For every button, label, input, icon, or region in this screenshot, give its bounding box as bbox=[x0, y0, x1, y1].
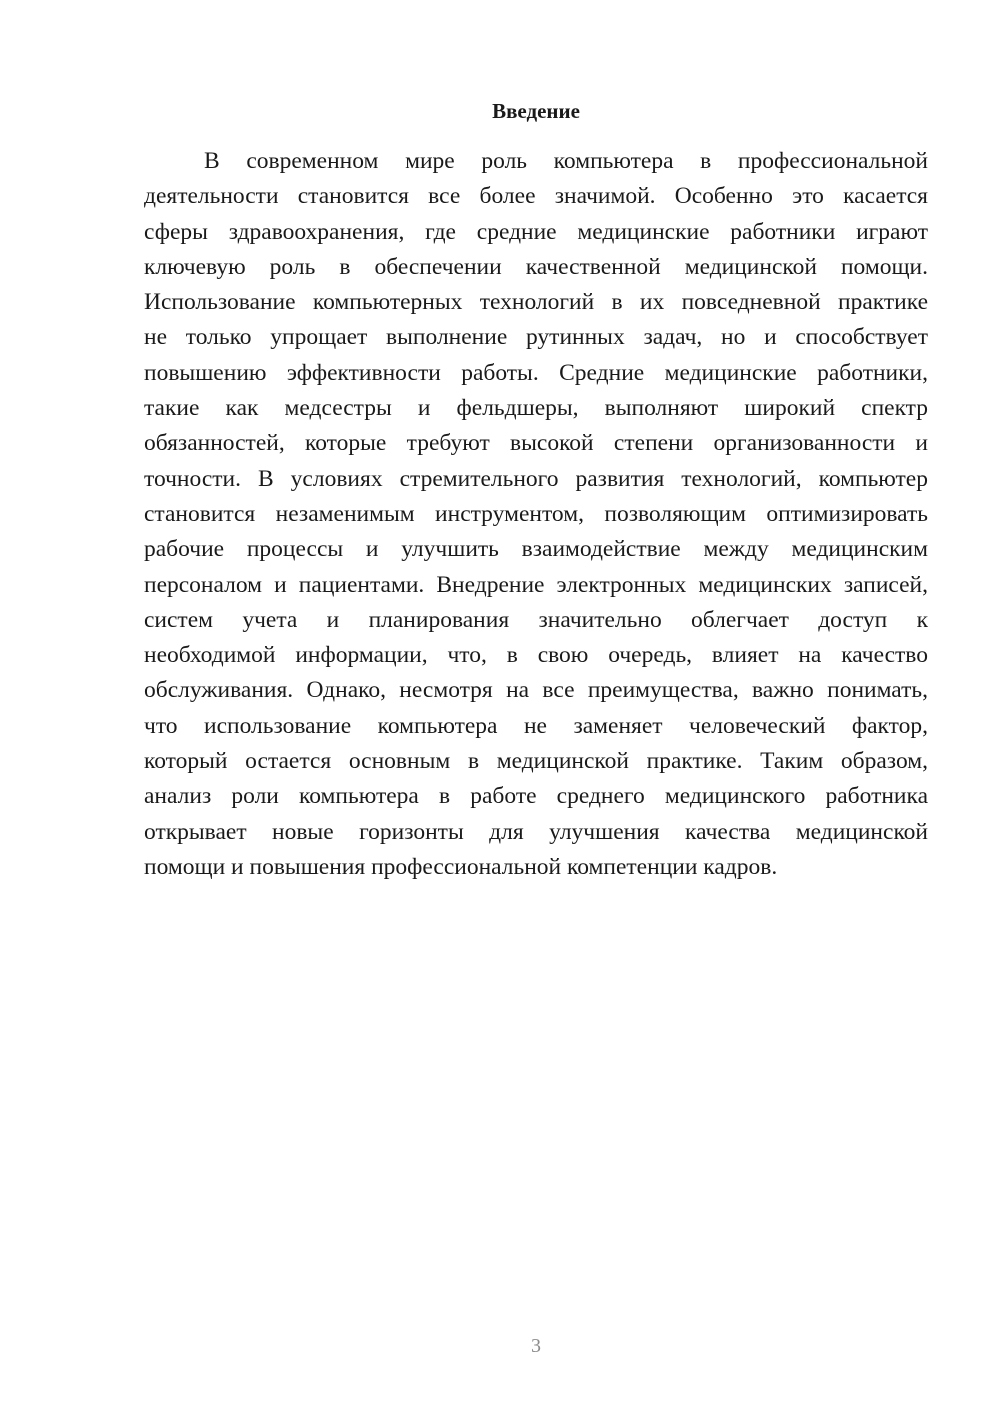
paragraph-line: необходимой информации, что, в свою очередь, влияет на качество bbox=[144, 642, 928, 669]
paragraph-line: точности. В условиях стремительного развития технологий, компьютер bbox=[144, 465, 928, 492]
paragraph-line: не только упрощает выполнение рутинных задач, но и способствует bbox=[144, 324, 928, 351]
paragraph-line: рабочие процессы и улучшить взаимодействие между медицинским bbox=[144, 536, 928, 563]
paragraph-line: становится незаменимым инструментом, позволяющим оптимизировать bbox=[144, 500, 928, 527]
paragraph-line: помощи и повышения профессиональной компетенции кадров. bbox=[144, 853, 778, 880]
paragraph-line: обслуживания. Однако, несмотря на все преимущества, важно понимать, bbox=[144, 677, 928, 704]
page-number: 3 bbox=[531, 1335, 541, 1357]
paragraph-line: сферы здравоохранения, где средние медицинские работники играют bbox=[144, 218, 928, 245]
paragraph-line: такие как медсестры и фельдшеры, выполняют широкий спектр bbox=[144, 395, 928, 422]
paragraph-line: который остается основным в медицинской практике. Таким образом, bbox=[144, 748, 928, 775]
section-heading: Введение bbox=[492, 99, 580, 123]
paragraph-line: повышению эффективности работы. Средние медицинские работники, bbox=[144, 359, 928, 386]
paragraph-line: анализ роли компьютера в работе среднего медицинского работника bbox=[144, 783, 928, 810]
paragraph-line: обязанностей, которые требуют высокой степени организованности и bbox=[144, 430, 928, 457]
paragraph-line: систем учета и планирования значительно облегчает доступ к bbox=[144, 606, 928, 633]
introduction-paragraph bbox=[144, 144, 928, 885]
paragraph-line: Использование компьютерных технологий в их повседневной практике bbox=[144, 289, 928, 316]
paragraph-line: персоналом и пациентами. Внедрение электронных медицинских записей, bbox=[144, 571, 928, 598]
paragraph-line: деятельности становится все более значимой. Особенно это касается bbox=[144, 183, 928, 210]
paragraph-line: открывает новые горизонты для улучшения качества медицинской bbox=[144, 818, 928, 845]
paragraph-line: что использование компьютера не заменяет человеческий фактор, bbox=[144, 712, 928, 739]
paragraph-line: ключевую роль в обеспечении качественной медицинской помощи. bbox=[144, 253, 928, 280]
paragraph-line: В современном мире роль компьютера в профессиональной bbox=[204, 148, 928, 174]
